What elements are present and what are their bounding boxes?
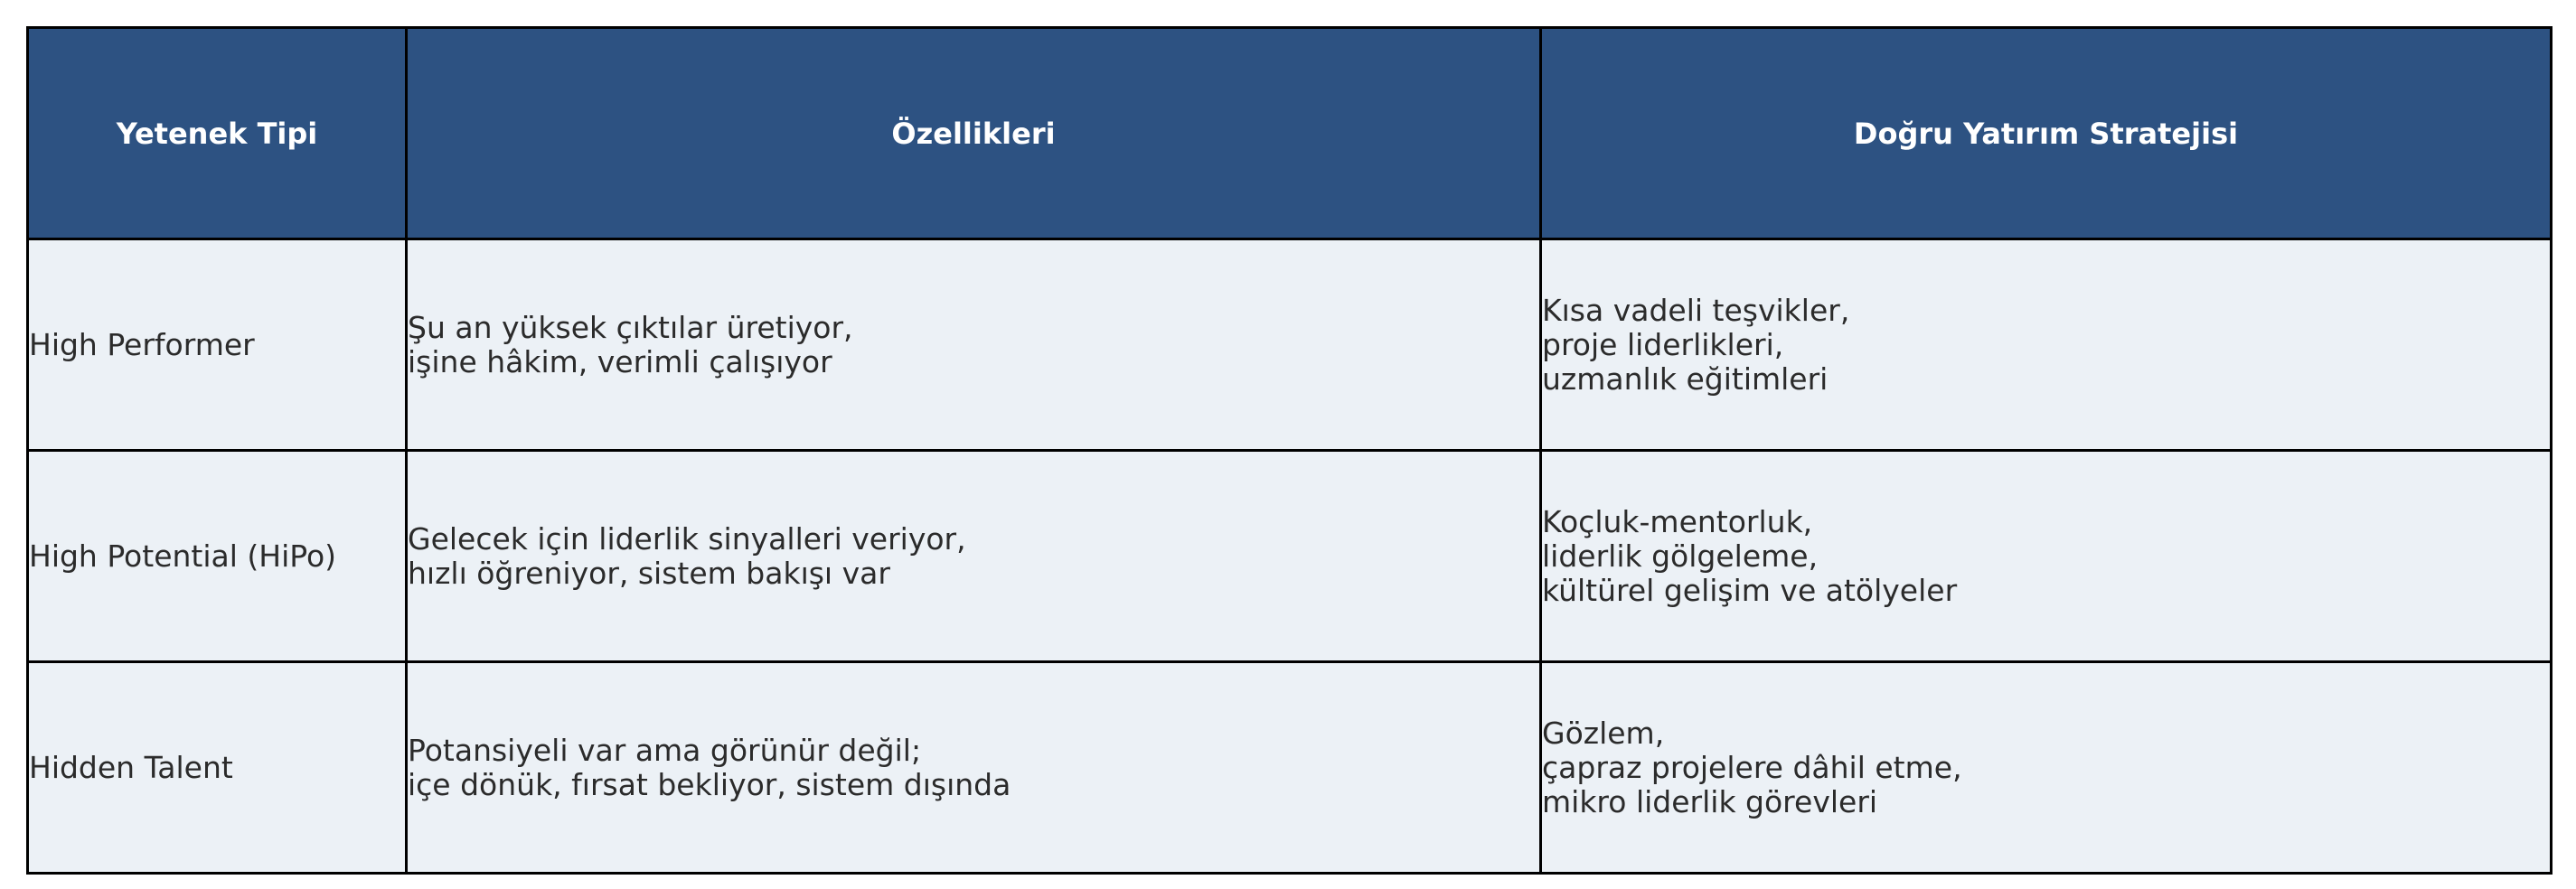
header-row [28,28,2552,239]
characteristics-line: Gelecek için liderlik sinyalleri veriyor, [408,520,966,557]
characteristics-line: Potansiyeli var ama görünür değil; [408,732,922,768]
strategy-line: Koçluk-mentorluk, [1542,503,1813,539]
characteristics-line: Şu an yüksek çıktılar üretiyor, [408,309,853,345]
characteristics-line: hızlı öğreniyor, sistem bakışı var [408,555,890,591]
characteristics-cell [407,662,1541,874]
characteristics-cell [407,239,1541,451]
strategy-line: Kısa vadeli teşvikler, [1542,292,1850,328]
column-header-characteristics: Özellikleri [407,28,1541,239]
talent-type-cell: High Potential (HiPo) [28,451,407,662]
table-row [28,451,2552,662]
strategy-cell [1541,451,2552,662]
characteristics-cell [407,451,1541,662]
strategy-line: kültürel gelişim ve atölyeler [1542,572,1958,608]
characteristics-line: işine hâkim, verimli çalışıyor [408,343,832,379]
strategy-cell [1541,239,2552,451]
strategy-cell [1541,662,2552,874]
strategy-line: liderlik gölgeleme, [1542,538,1819,574]
table-row [28,239,2552,451]
talent-type-cell: High Performer [28,239,407,451]
strategy-line: proje liderlikleri, [1542,326,1784,362]
strategy-line: Gözlem, [1542,715,1665,751]
characteristics-line: içe dönük, fırsat bekliyor, sistem dışında [408,766,1011,802]
strategy-line: çapraz projelere dâhil etme, [1542,749,1962,785]
column-header-investment-strategy: Doğru Yatırım Stratejisi [1541,28,2552,239]
talent-investment-table [26,26,2552,875]
strategy-line: uzmanlık eğitimleri [1542,360,1829,397]
column-header-talent-type: Yetenek Tipi [28,28,407,239]
strategy-line: mikro liderlik görevleri [1542,783,1878,819]
talent-type-cell: Hidden Talent [28,662,407,874]
table-row [28,662,2552,874]
